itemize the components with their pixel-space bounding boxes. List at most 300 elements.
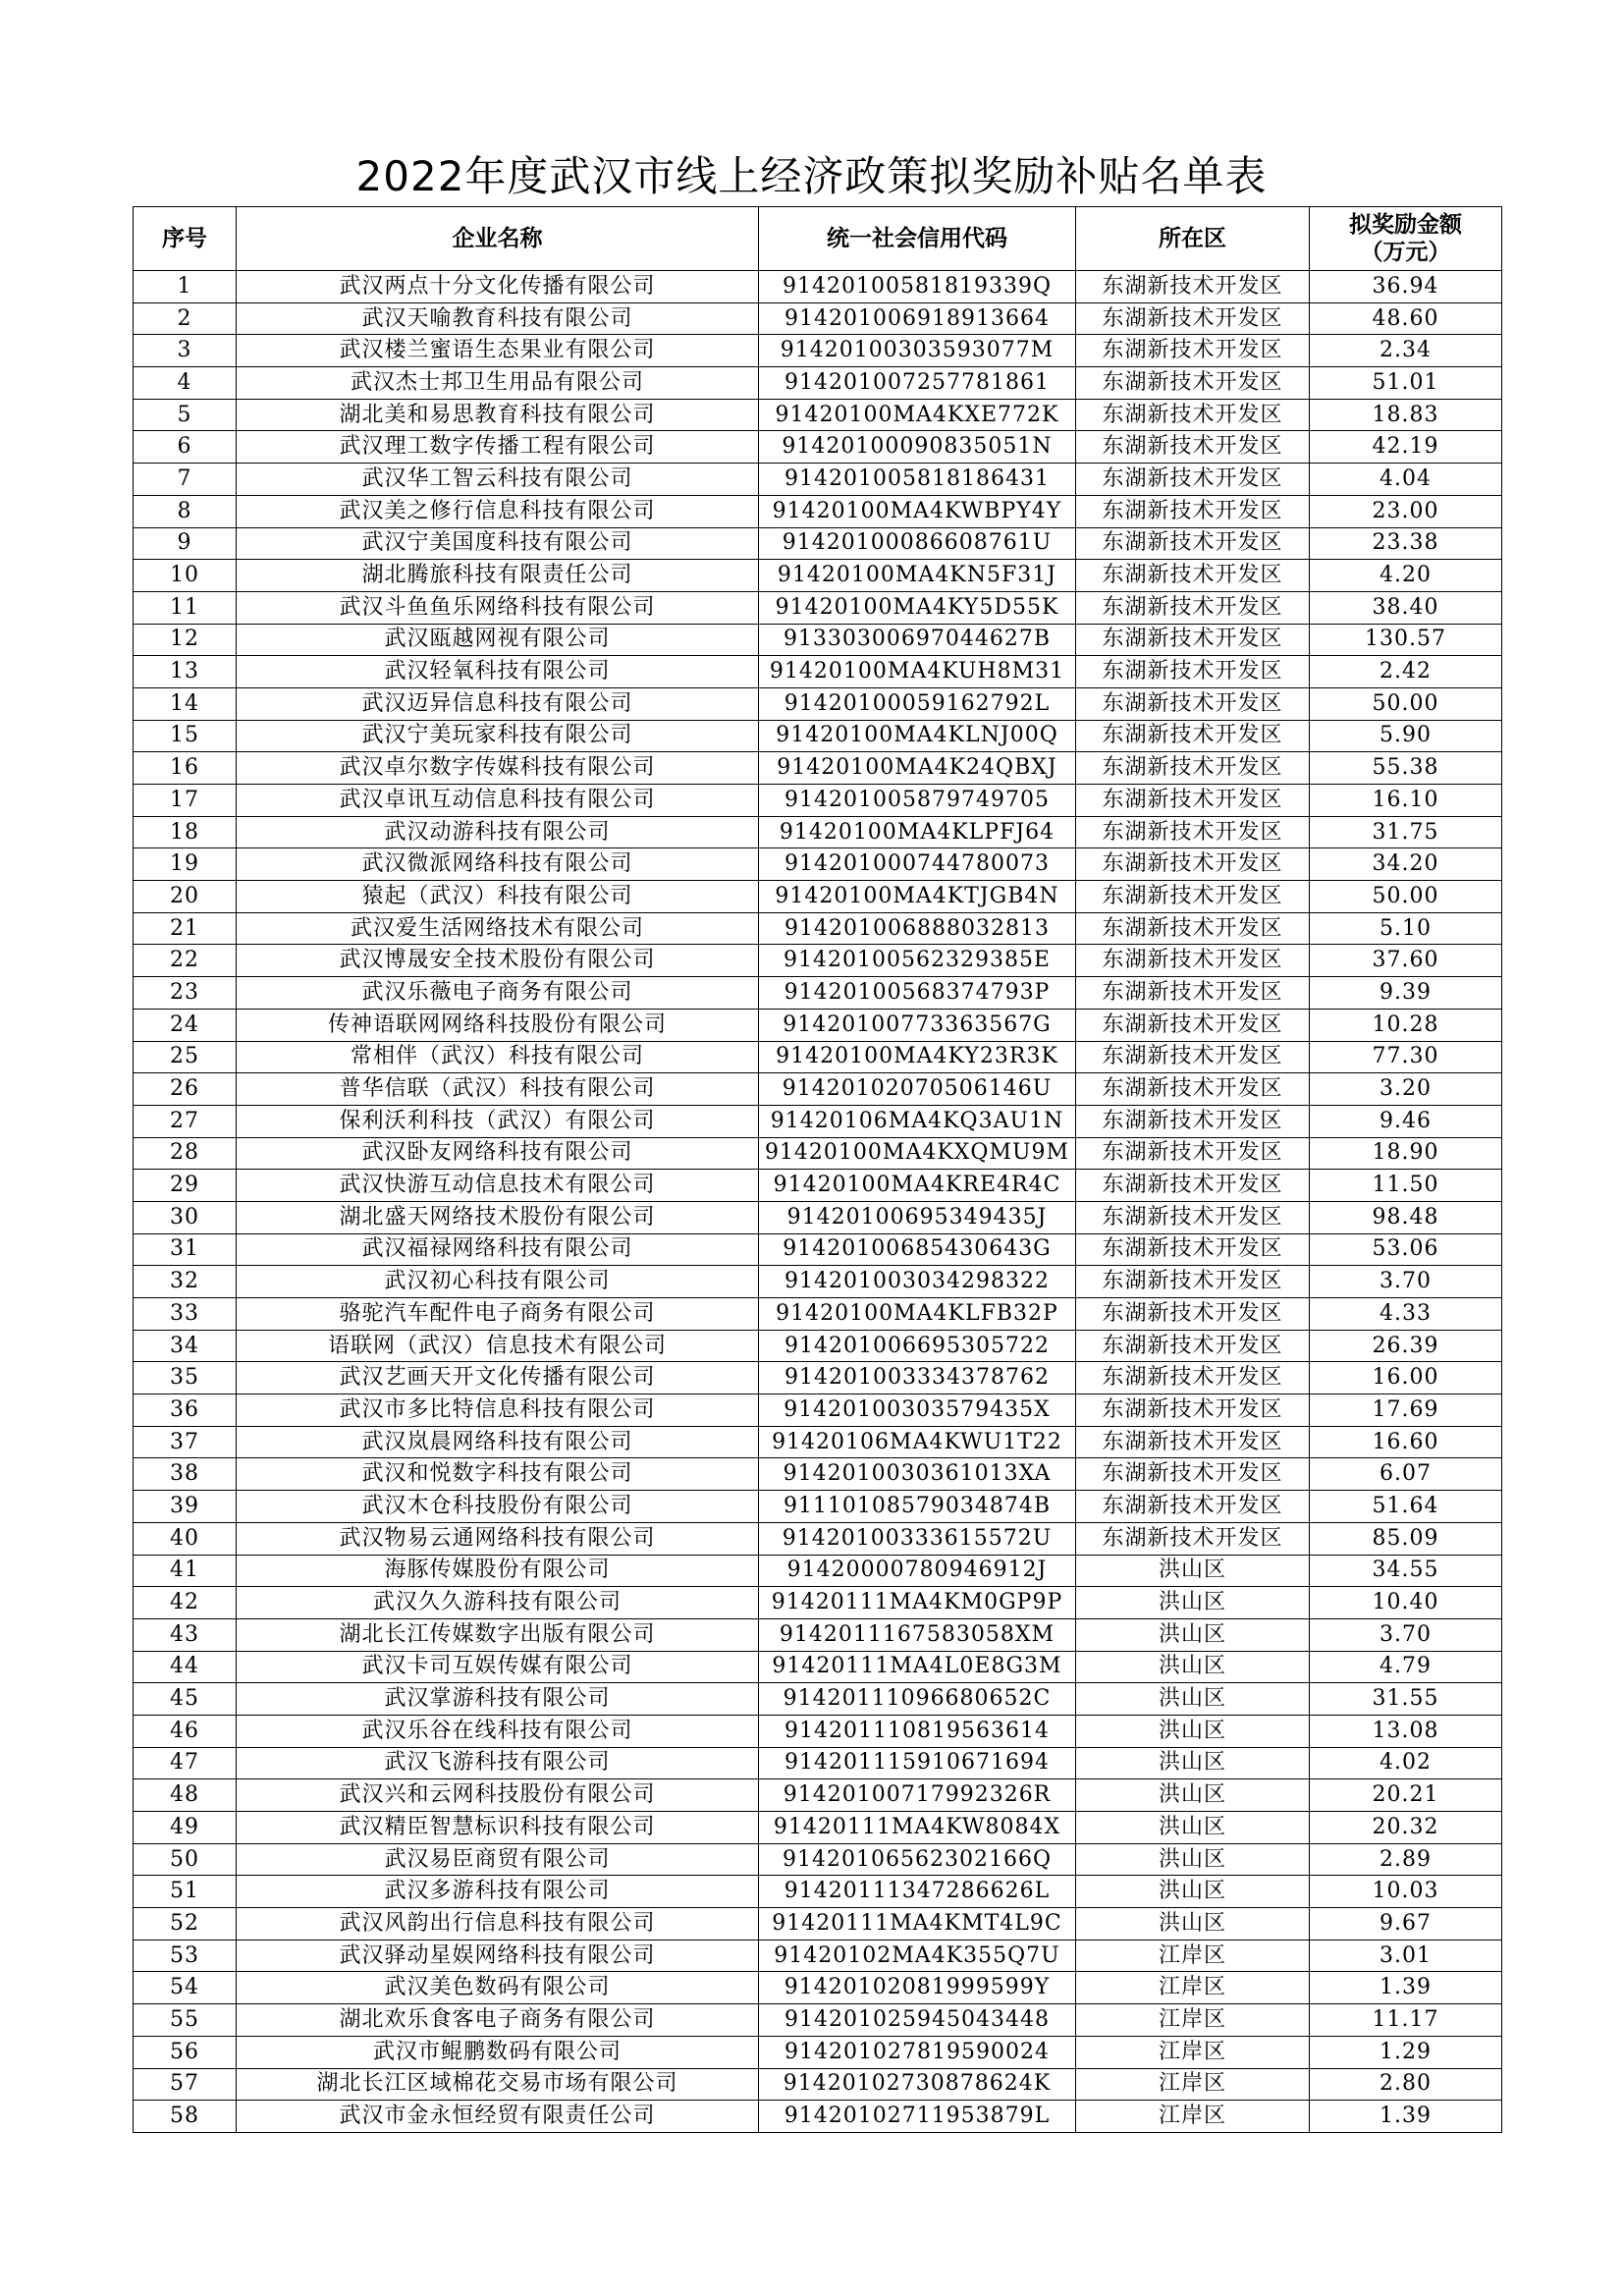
table-row: [134, 1362, 1502, 1394]
cell-district: 东湖新技术开发区: [1076, 977, 1310, 1010]
table-row: [134, 1715, 1502, 1747]
cell-company: 武汉卓讯互动信息科技有限公司: [237, 785, 759, 817]
cell-seq: 47: [134, 1747, 237, 1779]
table-row: [134, 1233, 1502, 1266]
cell-company: 武汉美之修行信息科技有限公司: [237, 495, 759, 527]
cell-district: 东湖新技术开发区: [1076, 1298, 1310, 1331]
cell-seq: 23: [134, 977, 237, 1010]
cell-code: 91420100695349435J: [759, 1201, 1076, 1233]
header-code: 统一社会信用代码: [759, 207, 1076, 271]
cell-district: 东湖新技术开发区: [1076, 1330, 1310, 1362]
cell-company: 语联网（武汉）信息技术有限公司: [237, 1330, 759, 1362]
cell-seq: 14: [134, 687, 237, 720]
table-row: [134, 1683, 1502, 1716]
cell-district: 东湖新技术开发区: [1076, 1170, 1310, 1202]
cell-company: 武汉杰士邦卫生用品有限公司: [237, 367, 759, 400]
table-row: [134, 1618, 1502, 1651]
table-row: [134, 1779, 1502, 1812]
cell-district: 洪山区: [1076, 1555, 1310, 1587]
cell-code: 91420111096680652C: [759, 1683, 1076, 1716]
cell-district: 东湖新技术开发区: [1076, 1201, 1310, 1233]
cell-seq: 7: [134, 464, 237, 496]
cell-amount: 34.55: [1310, 1555, 1502, 1587]
table-row: [134, 1458, 1502, 1491]
cell-code: 91420100090835051N: [759, 431, 1076, 464]
cell-amount: 31.75: [1310, 816, 1502, 848]
cell-amount: 51.01: [1310, 367, 1502, 400]
cell-company: 湖北长江传媒数字出版有限公司: [237, 1618, 759, 1651]
cell-amount: 77.30: [1310, 1041, 1502, 1073]
cell-amount: 130.57: [1310, 624, 1502, 656]
cell-company: 武汉美色数码有限公司: [237, 1972, 759, 2004]
cell-company: 猿起（武汉）科技有限公司: [237, 881, 759, 913]
cell-amount: 50.00: [1310, 881, 1502, 913]
cell-seq: 16: [134, 752, 237, 785]
cell-code: 91420106562302166Q: [759, 1843, 1076, 1876]
table-row: [134, 1426, 1502, 1458]
cell-seq: 18: [134, 816, 237, 848]
cell-company: 武汉轻氧科技有限公司: [237, 656, 759, 688]
cell-district: 东湖新技术开发区: [1076, 1041, 1310, 1073]
cell-district: 东湖新技术开发区: [1076, 1009, 1310, 1041]
table-row: [134, 1843, 1502, 1876]
cell-amount: 37.60: [1310, 945, 1502, 977]
cell-amount: 31.55: [1310, 1683, 1502, 1716]
cell-amount: 2.89: [1310, 1843, 1502, 1876]
cell-seq: 43: [134, 1618, 237, 1651]
page-title: 2022年度武汉市线上经济政策拟奖励补贴名单表: [355, 152, 1268, 200]
table-row: [134, 335, 1502, 367]
cell-code: 91420100303579435X: [759, 1394, 1076, 1427]
cell-code: 91420100333615572U: [759, 1522, 1076, 1555]
cell-company: 保利沃利科技（武汉）有限公司: [237, 1105, 759, 1137]
table-row: [134, 720, 1502, 752]
cell-amount: 26.39: [1310, 1330, 1502, 1362]
cell-amount: 51.64: [1310, 1491, 1502, 1523]
cell-district: 东湖新技术开发区: [1076, 495, 1310, 527]
cell-company: 武汉木仓科技股份有限公司: [237, 1491, 759, 1523]
table-header-row: [134, 207, 1502, 271]
cell-seq: 11: [134, 591, 237, 624]
cell-district: 东湖新技术开发区: [1076, 1105, 1310, 1137]
cell-company: 武汉楼兰蜜语生态果业有限公司: [237, 335, 759, 367]
table-row: [134, 495, 1502, 527]
cell-seq: 44: [134, 1651, 237, 1683]
cell-company: 武汉市多比特信息科技有限公司: [237, 1394, 759, 1427]
cell-company: 武汉乐薇电子商务有限公司: [237, 977, 759, 1010]
cell-code: 91420102730878624K: [759, 2068, 1076, 2101]
cell-seq: 56: [134, 2036, 237, 2068]
cell-amount: 98.48: [1310, 1201, 1502, 1233]
cell-seq: 9: [134, 527, 237, 560]
cell-seq: 41: [134, 1555, 237, 1587]
cell-seq: 54: [134, 1972, 237, 2004]
table-row: [134, 1041, 1502, 1073]
cell-company: 武汉宁美国度科技有限公司: [237, 527, 759, 560]
cell-amount: 5.10: [1310, 912, 1502, 945]
table-row: [134, 945, 1502, 977]
cell-code: 914201003034298322: [759, 1266, 1076, 1298]
cell-district: 东湖新技术开发区: [1076, 1266, 1310, 1298]
table-row: [134, 367, 1502, 400]
table-row: [134, 848, 1502, 881]
cell-company: 海豚传媒股份有限公司: [237, 1555, 759, 1587]
cell-amount: 85.09: [1310, 1522, 1502, 1555]
cell-district: 东湖新技术开发区: [1076, 1073, 1310, 1106]
cell-seq: 12: [134, 624, 237, 656]
table-row: [134, 977, 1502, 1010]
table-row: [134, 1940, 1502, 1972]
cell-seq: 40: [134, 1522, 237, 1555]
cell-company: 武汉迈异信息科技有限公司: [237, 687, 759, 720]
cell-amount: 53.06: [1310, 1233, 1502, 1266]
cell-seq: 10: [134, 560, 237, 592]
cell-seq: 31: [134, 1233, 237, 1266]
cell-amount: 18.83: [1310, 399, 1502, 431]
table-row: [134, 2068, 1502, 2101]
cell-code: 91420102MA4K355Q7U: [759, 1940, 1076, 1972]
table-row: [134, 624, 1502, 656]
cell-code: 914201006888032813: [759, 912, 1076, 945]
cell-amount: 3.20: [1310, 1073, 1502, 1106]
cell-district: 东湖新技术开发区: [1076, 848, 1310, 881]
cell-seq: 34: [134, 1330, 237, 1362]
cell-district: 江岸区: [1076, 1972, 1310, 2004]
cell-amount: 16.60: [1310, 1426, 1502, 1458]
cell-company: 武汉物易云通网络科技有限公司: [237, 1522, 759, 1555]
cell-amount: 50.00: [1310, 687, 1502, 720]
cell-amount: 16.10: [1310, 785, 1502, 817]
cell-district: 江岸区: [1076, 1940, 1310, 1972]
cell-seq: 24: [134, 1009, 237, 1041]
cell-district: 东湖新技术开发区: [1076, 816, 1310, 848]
cell-code: 91420100562329385E: [759, 945, 1076, 977]
cell-district: 东湖新技术开发区: [1076, 431, 1310, 464]
cell-amount: 9.39: [1310, 977, 1502, 1010]
cell-district: 洪山区: [1076, 1812, 1310, 1844]
cell-amount: 23.00: [1310, 495, 1502, 527]
cell-company: 武汉乐谷在线科技有限公司: [237, 1715, 759, 1747]
cell-code: 91420100581819339Q: [759, 271, 1076, 303]
cell-company: 武汉多游科技有限公司: [237, 1876, 759, 1908]
cell-amount: 3.01: [1310, 1940, 1502, 1972]
header-amount: [1310, 207, 1502, 271]
cell-company: 武汉快游互动信息技术有限公司: [237, 1170, 759, 1202]
cell-company: 武汉初心科技有限公司: [237, 1266, 759, 1298]
cell-code: 914201005879749705: [759, 785, 1076, 817]
cell-amount: 3.70: [1310, 1266, 1502, 1298]
cell-company: 武汉艺画天开文化传播有限公司: [237, 1362, 759, 1394]
table-row: [134, 687, 1502, 720]
cell-district: 东湖新技术开发区: [1076, 1233, 1310, 1266]
cell-company: 骆驼汽车配件电子商务有限公司: [237, 1298, 759, 1331]
cell-company: 湖北长江区域棉花交易市场有限公司: [237, 2068, 759, 2101]
cell-code: 91420111MA4KW8084X: [759, 1812, 1076, 1844]
cell-district: 洪山区: [1076, 1908, 1310, 1941]
cell-amount: 1.39: [1310, 1972, 1502, 2004]
cell-company: 武汉卧友网络科技有限公司: [237, 1137, 759, 1170]
cell-company: 普华信联（武汉）科技有限公司: [237, 1073, 759, 1106]
cell-amount: 9.67: [1310, 1908, 1502, 1941]
cell-district: 东湖新技术开发区: [1076, 912, 1310, 945]
cell-amount: 4.20: [1310, 560, 1502, 592]
cell-amount: 20.32: [1310, 1812, 1502, 1844]
table-row: [134, 1587, 1502, 1619]
cell-seq: 38: [134, 1458, 237, 1491]
table-row: [134, 271, 1502, 303]
header-company: 企业名称: [237, 207, 759, 271]
cell-seq: 22: [134, 945, 237, 977]
cell-company: 武汉精臣智慧标识科技有限公司: [237, 1812, 759, 1844]
cell-amount: 23.38: [1310, 527, 1502, 560]
table-row: [134, 2036, 1502, 2068]
table-row: [134, 1876, 1502, 1908]
cell-code: 91330300697044627B: [759, 624, 1076, 656]
table-row: [134, 1522, 1502, 1555]
cell-code: 91420100303593077M: [759, 335, 1076, 367]
cell-code: 91420100MA4K24QBXJ: [759, 752, 1076, 785]
cell-company: 武汉风韵出行信息科技有限公司: [237, 1908, 759, 1941]
cell-amount: 48.60: [1310, 302, 1502, 335]
cell-company: 武汉瓯越网视有限公司: [237, 624, 759, 656]
cell-seq: 4: [134, 367, 237, 400]
cell-seq: 27: [134, 1105, 237, 1137]
cell-amount: 4.02: [1310, 1747, 1502, 1779]
cell-code: 91420111MA4KMT4L9C: [759, 1908, 1076, 1941]
cell-amount: 1.29: [1310, 2036, 1502, 2068]
cell-code: 914201005818186431: [759, 464, 1076, 496]
table-row: [134, 560, 1502, 592]
cell-seq: 20: [134, 881, 237, 913]
cell-code: 914201027819590024: [759, 2036, 1076, 2068]
cell-seq: 37: [134, 1426, 237, 1458]
cell-code: 91420102711953879L: [759, 2101, 1076, 2133]
cell-district: 东湖新技术开发区: [1076, 624, 1310, 656]
cell-amount: 18.90: [1310, 1137, 1502, 1170]
cell-district: 东湖新技术开发区: [1076, 399, 1310, 431]
cell-seq: 32: [134, 1266, 237, 1298]
table-row: [134, 399, 1502, 431]
cell-amount: 38.40: [1310, 591, 1502, 624]
cell-seq: 29: [134, 1170, 237, 1202]
cell-code: 91420100MA4KLPFJ64: [759, 816, 1076, 848]
cell-seq: 1: [134, 271, 237, 303]
table-row: [134, 912, 1502, 945]
cell-seq: 3: [134, 335, 237, 367]
cell-amount: 10.28: [1310, 1009, 1502, 1041]
cell-seq: 57: [134, 2068, 237, 2101]
cell-seq: 46: [134, 1715, 237, 1747]
cell-amount: 10.40: [1310, 1587, 1502, 1619]
cell-company: 武汉天喻教育科技有限公司: [237, 302, 759, 335]
cell-amount: 6.07: [1310, 1458, 1502, 1491]
cell-company: 武汉爱生活网络技术有限公司: [237, 912, 759, 945]
cell-seq: 36: [134, 1394, 237, 1427]
cell-district: 洪山区: [1076, 1618, 1310, 1651]
cell-code: 91420100086608761U: [759, 527, 1076, 560]
cell-district: 东湖新技术开发区: [1076, 271, 1310, 303]
cell-district: 东湖新技术开发区: [1076, 1362, 1310, 1394]
table-row: [134, 1747, 1502, 1779]
cell-amount: 42.19: [1310, 431, 1502, 464]
cell-amount: 11.17: [1310, 2004, 1502, 2037]
cell-district: 东湖新技术开发区: [1076, 785, 1310, 817]
cell-seq: 28: [134, 1137, 237, 1170]
cell-company: 武汉兴和云网科技股份有限公司: [237, 1779, 759, 1812]
cell-company: 武汉两点十分文化传播有限公司: [237, 271, 759, 303]
cell-amount: 13.08: [1310, 1715, 1502, 1747]
header-amount-line1: 拟奖励金额: [1349, 212, 1462, 238]
header-district: 所在区: [1076, 207, 1310, 271]
cell-code: 91420111MA4KM0GP9P: [759, 1587, 1076, 1619]
cell-company: 湖北美和易思教育科技有限公司: [237, 399, 759, 431]
cell-company: 武汉福禄网络科技有限公司: [237, 1233, 759, 1266]
cell-code: 91420111MA4L0E8G3M: [759, 1651, 1076, 1683]
cell-code: 91420106MA4KQ3AU1N: [759, 1105, 1076, 1137]
table-row: [134, 1201, 1502, 1233]
cell-company: 常相伴（武汉）科技有限公司: [237, 1041, 759, 1073]
table-row: [134, 752, 1502, 785]
cell-district: 东湖新技术开发区: [1076, 1522, 1310, 1555]
table-row: [134, 2101, 1502, 2133]
cell-company: 武汉华工智云科技有限公司: [237, 464, 759, 496]
cell-company: 武汉斗鱼鱼乐网络科技有限公司: [237, 591, 759, 624]
cell-district: 江岸区: [1076, 2036, 1310, 2068]
cell-code: 91420100MA4KRE4R4C: [759, 1170, 1076, 1202]
cell-seq: 58: [134, 2101, 237, 2133]
header-amount-line2: （万元）: [1360, 240, 1451, 265]
cell-company: 武汉卡司互娱传媒有限公司: [237, 1651, 759, 1683]
table-row: [134, 1651, 1502, 1683]
cell-seq: 2: [134, 302, 237, 335]
cell-company: 武汉市鲲鹏数码有限公司: [237, 2036, 759, 2068]
cell-seq: 30: [134, 1201, 237, 1233]
cell-code: 91420100717992326R: [759, 1779, 1076, 1812]
cell-amount: 11.50: [1310, 1170, 1502, 1202]
cell-amount: 4.04: [1310, 464, 1502, 496]
cell-district: 洪山区: [1076, 1651, 1310, 1683]
cell-company: 武汉久久游科技有限公司: [237, 1587, 759, 1619]
table-row: [134, 1298, 1502, 1331]
cell-seq: 25: [134, 1041, 237, 1073]
cell-company: 武汉易臣商贸有限公司: [237, 1843, 759, 1876]
cell-seq: 53: [134, 1940, 237, 1972]
cell-seq: 26: [134, 1073, 237, 1106]
cell-amount: 55.38: [1310, 752, 1502, 785]
cell-district: 东湖新技术开发区: [1076, 720, 1310, 752]
cell-district: 东湖新技术开发区: [1076, 687, 1310, 720]
cell-amount: 3.70: [1310, 1618, 1502, 1651]
cell-code: 91420106MA4KWU1T22: [759, 1426, 1076, 1458]
cell-seq: 49: [134, 1812, 237, 1844]
cell-code: 914201110819563614: [759, 1715, 1076, 1747]
table-row: [134, 816, 1502, 848]
table-row: [134, 1170, 1502, 1202]
cell-district: 洪山区: [1076, 1747, 1310, 1779]
cell-code: 91420102081999599Y: [759, 1972, 1076, 2004]
cell-district: 东湖新技术开发区: [1076, 1426, 1310, 1458]
cell-seq: 39: [134, 1491, 237, 1523]
cell-code: 91420102070506146U: [759, 1073, 1076, 1106]
cell-district: 东湖新技术开发区: [1076, 752, 1310, 785]
table-row: [134, 1009, 1502, 1041]
table-row: [134, 1555, 1502, 1587]
cell-district: 东湖新技术开发区: [1076, 367, 1310, 400]
cell-district: 洪山区: [1076, 1876, 1310, 1908]
cell-amount: 34.20: [1310, 848, 1502, 881]
cell-company: 武汉飞游科技有限公司: [237, 1747, 759, 1779]
cell-district: 洪山区: [1076, 1779, 1310, 1812]
cell-amount: 5.90: [1310, 720, 1502, 752]
table-row: [134, 785, 1502, 817]
cell-amount: 10.03: [1310, 1876, 1502, 1908]
cell-code: 91420100685430643G: [759, 1233, 1076, 1266]
cell-seq: 35: [134, 1362, 237, 1394]
cell-company: 湖北腾旅科技有限责任公司: [237, 560, 759, 592]
cell-code: 914201025945043448: [759, 2004, 1076, 2037]
cell-district: 东湖新技术开发区: [1076, 560, 1310, 592]
table-body: [134, 271, 1502, 2133]
cell-amount: 9.46: [1310, 1105, 1502, 1137]
table-row: [134, 302, 1502, 335]
cell-amount: 17.69: [1310, 1394, 1502, 1427]
table-row: [134, 527, 1502, 560]
table-row: [134, 431, 1502, 464]
table-row: [134, 1105, 1502, 1137]
cell-amount: 2.42: [1310, 656, 1502, 688]
cell-code: 91420100568374793P: [759, 977, 1076, 1010]
cell-district: 江岸区: [1076, 2068, 1310, 2101]
cell-company: 传神语联网网络科技股份有限公司: [237, 1009, 759, 1041]
cell-amount: 4.33: [1310, 1298, 1502, 1331]
cell-seq: 50: [134, 1843, 237, 1876]
cell-code: 91420100MA4KN5F31J: [759, 560, 1076, 592]
cell-code: 914201006918913664: [759, 302, 1076, 335]
table-row: [134, 1972, 1502, 2004]
cell-district: 江岸区: [1076, 2004, 1310, 2037]
cell-code: 914201000744780073: [759, 848, 1076, 881]
table-row: [134, 1137, 1502, 1170]
cell-district: 东湖新技术开发区: [1076, 1491, 1310, 1523]
cell-code: 91420100773363567G: [759, 1009, 1076, 1041]
cell-code: 9142011167583058XM: [759, 1618, 1076, 1651]
cell-district: 洪山区: [1076, 1843, 1310, 1876]
cell-company: 武汉动游科技有限公司: [237, 816, 759, 848]
cell-code: 914201006695305722: [759, 1330, 1076, 1362]
table-row: [134, 656, 1502, 688]
cell-seq: 19: [134, 848, 237, 881]
cell-code: 914201007257781861: [759, 367, 1076, 400]
cell-seq: 17: [134, 785, 237, 817]
cell-code: 91420100MA4KWBPY4Y: [759, 495, 1076, 527]
cell-seq: 55: [134, 2004, 237, 2037]
cell-company: 武汉博晟安全技术股份有限公司: [237, 945, 759, 977]
cell-seq: 48: [134, 1779, 237, 1812]
cell-code: 91420100MA4KXE772K: [759, 399, 1076, 431]
cell-company: 武汉和悦数字科技有限公司: [237, 1458, 759, 1491]
cell-seq: 13: [134, 656, 237, 688]
cell-company: 武汉市金永恒经贸有限责任公司: [237, 2101, 759, 2133]
cell-district: 东湖新技术开发区: [1076, 656, 1310, 688]
cell-code: 91420100MA4KTJGB4N: [759, 881, 1076, 913]
cell-company: 武汉驿动星娱网络科技有限公司: [237, 1940, 759, 1972]
cell-district: 东湖新技术开发区: [1076, 527, 1310, 560]
cell-company: 武汉理工数字传播工程有限公司: [237, 431, 759, 464]
cell-code: 91420100MA4KY23R3K: [759, 1041, 1076, 1073]
cell-district: 东湖新技术开发区: [1076, 1137, 1310, 1170]
cell-seq: 21: [134, 912, 237, 945]
table-row: [134, 881, 1502, 913]
